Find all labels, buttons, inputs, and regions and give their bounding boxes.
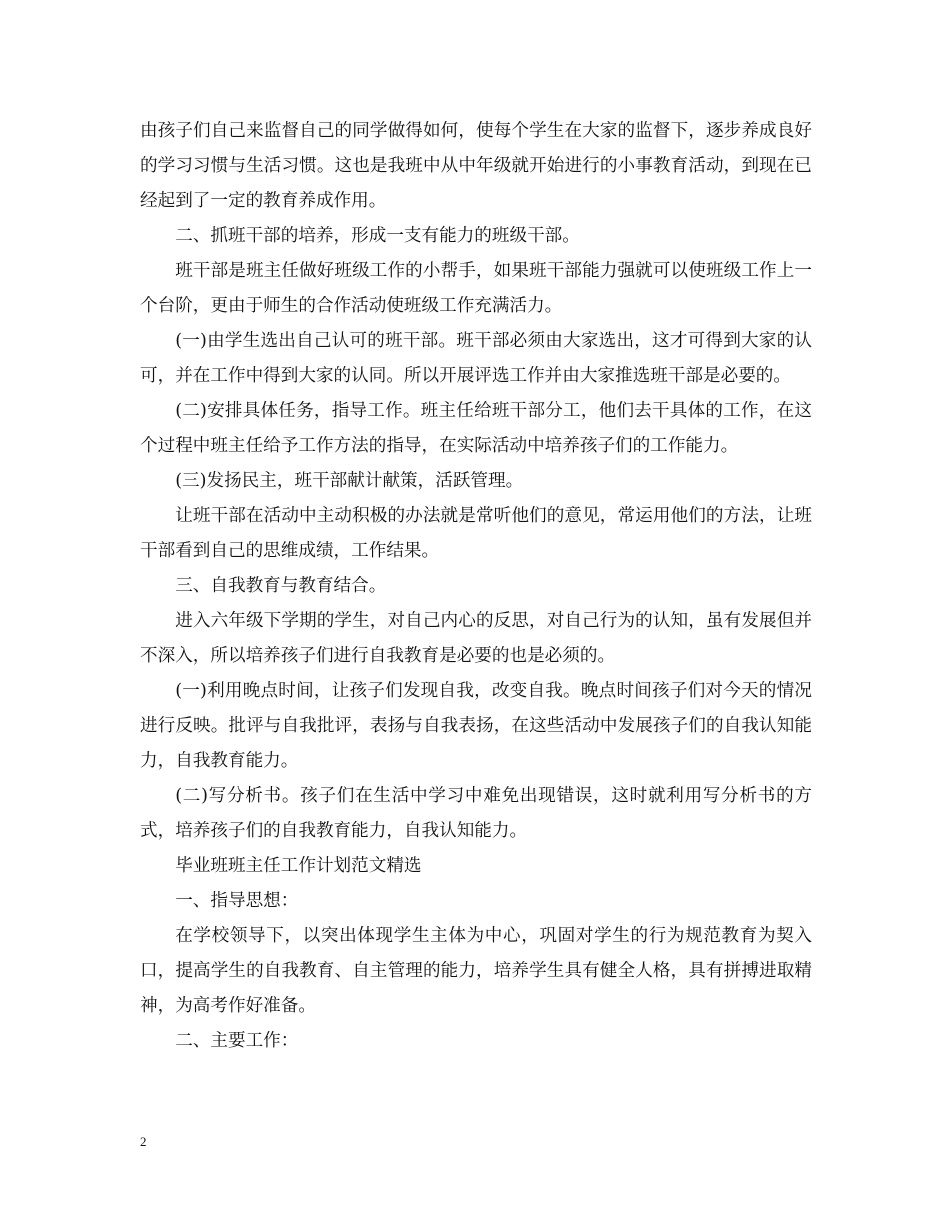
section-heading: 二、主要工作： [175, 1031, 299, 1051]
section-heading: 三、自我教育与教育结合。 [175, 576, 387, 596]
paragraph: (一)利用晚点时间，让孩子们发现自我，改变自我。晚点时间孩子们对今天的情况进行反映。批评与自我批评，表扬与自我表扬，在这些活动中发展孩子们的自我认知能力，自我教育能力。 [140, 681, 812, 771]
paragraph: 班干部是班主任做好班级工作的小帮手，如果班干部能力强就可以使班级工作上一个台阶，更由于师生的合作活动使班级工作充满活力。 [140, 261, 812, 316]
paragraph: 由孩子们自己来监督自己的同学做得如何，使每个学生在大家的监督下，逐步养成良好的学习习惯与生活习惯。这也是我班中从中年级就开始进行的小事教育活动，到现在已经起到了一定的教育养成作用。 [140, 121, 812, 211]
paragraph: (三)发扬民主，班干部献计献策，活跃管理。 [175, 471, 524, 491]
document-subtitle: 毕业班班主任工作计划范文精选 [175, 856, 422, 876]
paragraph: (二)写分析书。孩子们在生活中学习中难免出现错误，这时就利用写分析书的方式，培养孩子们的自我教育能力，自我认知能力。 [140, 786, 812, 841]
paragraph: 进入六年级下学期的学生，对自己内心的反思，对自己行为的认知，虽有发展但并不深入，所以培养孩子们进行自我教育是必要的也是必须的。 [140, 611, 812, 666]
paragraph: 在学校领导下，以突出体现学生主体为中心，巩固对学生的行为规范教育为契入口，提高学生的自我教育、自主管理的能力，培养学生具有健全人格，具有拼搏进取精神，为高考作好准备。 [140, 926, 812, 1016]
section-heading: 一、指导思想： [175, 891, 299, 911]
paragraph: (二)安排具体任务，指导工作。班主任给班干部分工，他们去干具体的工作，在这个过程中班主任给予工作方法的指导，在实际活动中培养孩子们的工作能力。 [140, 401, 812, 456]
paragraph: (一)由学生选出自己认可的班干部。班干部必须由大家选出，这才可得到大家的认可，并在工作中得到大家的认同。所以开展评选工作并由大家推选班干部是必要的。 [140, 331, 812, 386]
paragraph: 让班干部在活动中主动积极的办法就是常听他们的意见，常运用他们的方法，让班干部看到自己的思维成绩，工作结果。 [140, 506, 812, 561]
page-number: 2 [140, 1134, 147, 1149]
document-body [140, 114, 812, 1059]
section-heading: 二、抓班干部的培养，形成一支有能力的班级干部。 [175, 226, 580, 246]
